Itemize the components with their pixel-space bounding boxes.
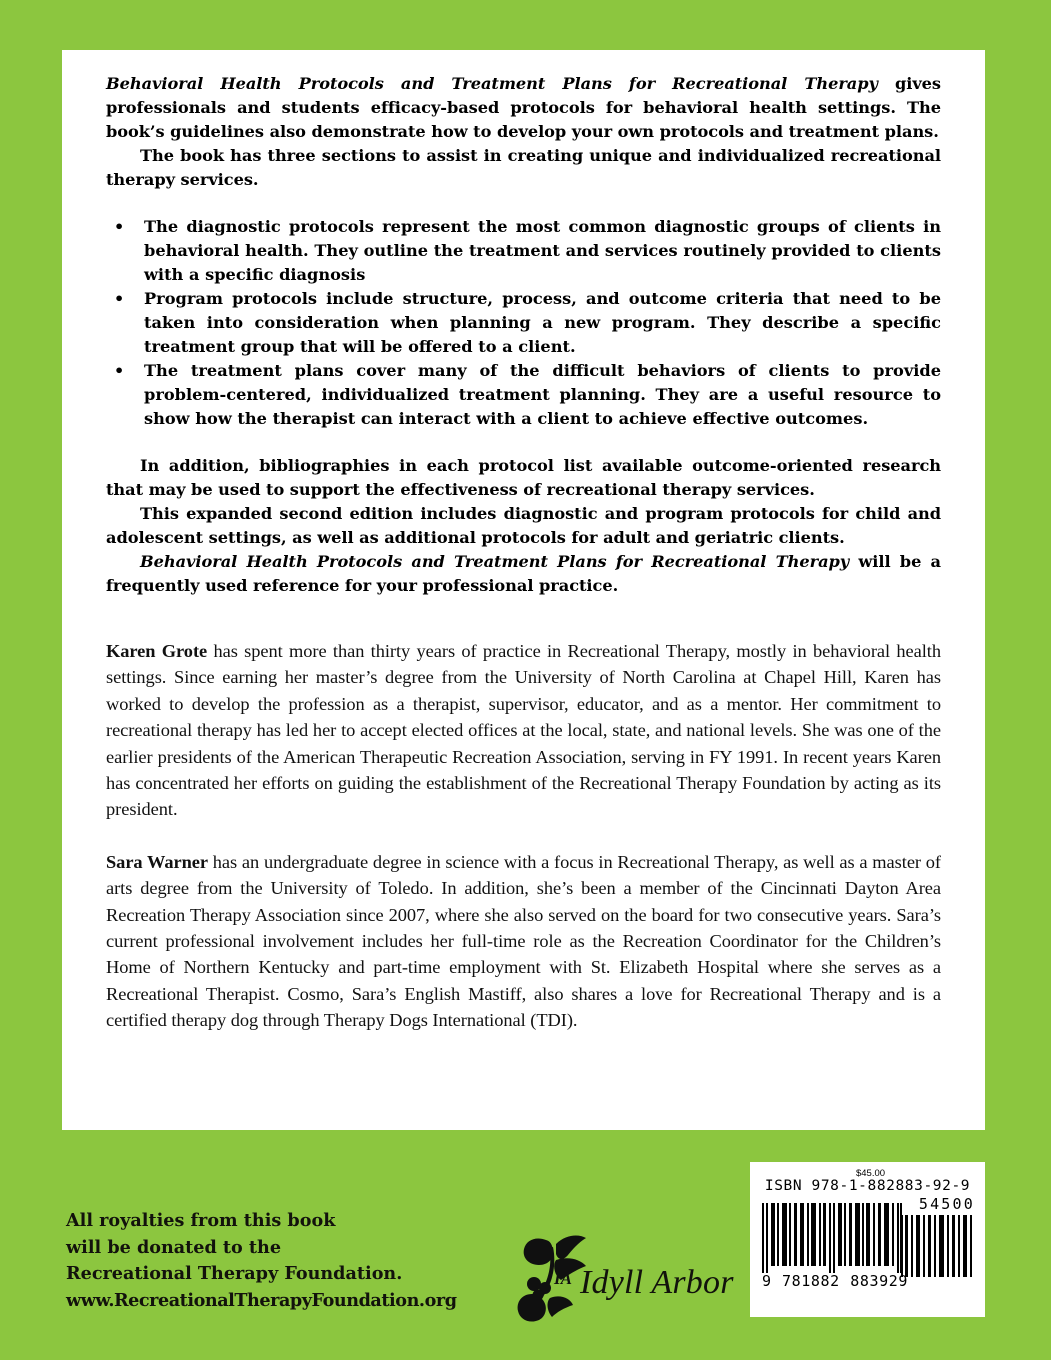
royalties-line-3: Recreational Therapy Foundation. — [66, 1263, 403, 1284]
book-description-block-2 — [106, 454, 941, 598]
spacer-before-bios — [106, 598, 941, 638]
author-bio-text-karen-grote: has spent more than thirty years of practice in Recreational Therapy, mostly in behavioral health settings. Since earning her master’s degree from the University of North Carolina at Chapel Hill, Karen has worked to develop the profession as a therapist, supervisor, educator, and as a mentor. Her commitment to recreational therapy has led her to accept elected offices at the local, state, and national levels. She was one of the earlier presidents of the American Therapeutic Recreation Association, serving in FY 1991. In recent years Karen has concentrated her efforts on guiding the establishment of the Recreational Therapy Foundation by acting as its president. — [106, 641, 942, 820]
ean5-addon-barcode-icon — [901, 1215, 973, 1277]
description-paragraph-1-rest: gives professionals and students efficacy-based protocols for behavioral health settings. The book’s guidelines also demonstrate how to develop your own protocols and treatment plans. — [106, 74, 941, 141]
ean-lead-digit: 9 — [762, 1272, 772, 1290]
royalties-line-2: will be donated to the — [66, 1236, 282, 1258]
description-paragraph-5-rest: will be a frequently used reference for your professional practice. — [106, 552, 941, 595]
isbn-text: ISBN 978-1-882883-92-9 — [764, 1178, 971, 1194]
ean-group-left: 781882 — [782, 1272, 840, 1290]
bullet-icon: • — [114, 289, 125, 308]
description-paragraph-1 — [106, 72, 941, 144]
author-bio-text-sara-warner: has an undergraduate degree in science with a focus in Recreational Therapy, as well as a master of arts degree from the University of Toledo. In addition, she’s been a member of the Cincinnati Dayton Area Recreation Therapy Association since 2007, where she also served on the board for two consecutive years. Sara’s current professional involvement includes her full-time role as the Recreation Coordinator for the Children’s Home of Northern Kentucky and part-time employment with St. Elizabeth Hospital where she serves as a Recreational Therapist. Cosmo, Sara’s English Mastiff, also shares a love for Recreational Therapy and is a certified therapy dog through Therapy Dogs International (TDI). — [106, 851, 941, 1031]
spacer-between-bios — [106, 823, 941, 849]
book-title-italic: Behavioral Health Protocols and Treatment Plans for Recreational Therapy — [106, 74, 878, 93]
bullet-icon: • — [114, 361, 125, 380]
publisher-name: Idyll Arbor — [580, 1264, 734, 1301]
description-paragraph-2: The book has three sections to assist in creating unique and individualized recreational therapy services. — [106, 146, 941, 189]
bullet-icon: • — [114, 217, 125, 236]
list-item — [106, 359, 941, 431]
royalties-foundation-url[interactable]: www.RecreationalTherapyFoundation.org — [66, 1289, 457, 1311]
author-name-sara-warner: Sara Warner — [106, 851, 209, 872]
back-cover-white-panel — [62, 50, 985, 1130]
ean13-barcode-icon — [762, 1203, 902, 1273]
isbn-barcode-box — [750, 1162, 985, 1317]
bullet-text: The treatment plans cover many of the difficult behaviors of clients to provide problem-centered, individualized treatment planning. They are a useful resource to show how the therapist can interact with a client to achieve effective outcomes. — [144, 361, 941, 428]
list-item — [106, 287, 941, 359]
spacer-before-bullets — [106, 192, 941, 215]
ean-group-right: 883929 — [850, 1272, 908, 1290]
book-description-block — [106, 72, 941, 192]
royalties-note — [66, 1208, 506, 1314]
barcode-bars-row — [760, 1196, 975, 1294]
publisher-logo-block — [516, 1232, 746, 1324]
feature-bullet-list — [106, 215, 941, 431]
barcode-addon-digits: 54500 — [918, 1195, 975, 1213]
description-paragraph-3: In addition, bibliographies in each protocol list available outcome-oriented research that may be used to support the effectiveness of recreational therapy services. — [106, 456, 941, 499]
book-title-italic-2: Behavioral Health Protocols and Treatment Plans for Recreational Therapy — [140, 552, 850, 571]
author-bio-karen-grote — [106, 638, 941, 823]
svg-text:IA: IA — [554, 1269, 572, 1288]
spacer-after-bullets — [106, 431, 941, 454]
ean13-human-readable-digits — [762, 1272, 910, 1290]
author-name-karen-grote: Karen Grote — [106, 641, 208, 661]
description-paragraph-4: This expanded second edition includes diagnostic and program protocols for child and adolescent settings, as well as additional protocols for adult and geriatric clients. — [106, 504, 941, 547]
description-paragraph-5 — [106, 550, 941, 598]
list-item — [106, 215, 941, 287]
author-bio-sara-warner — [106, 849, 941, 1034]
price-label: $45.00 — [855, 1168, 886, 1179]
royalties-line-1: All royalties from this book — [66, 1210, 336, 1231]
bullet-text: The diagnostic protocols represent the most common diagnostic groups of clients in behavioral health. They outline the treatment and services routinely provided to clients with a specific diagnosis — [144, 217, 941, 284]
bullet-text: Program protocols include structure, process, and outcome criteria that need to be taken into consideration when planning a new program. They describe a specific treatment group that will be offered to a client. — [144, 289, 941, 356]
